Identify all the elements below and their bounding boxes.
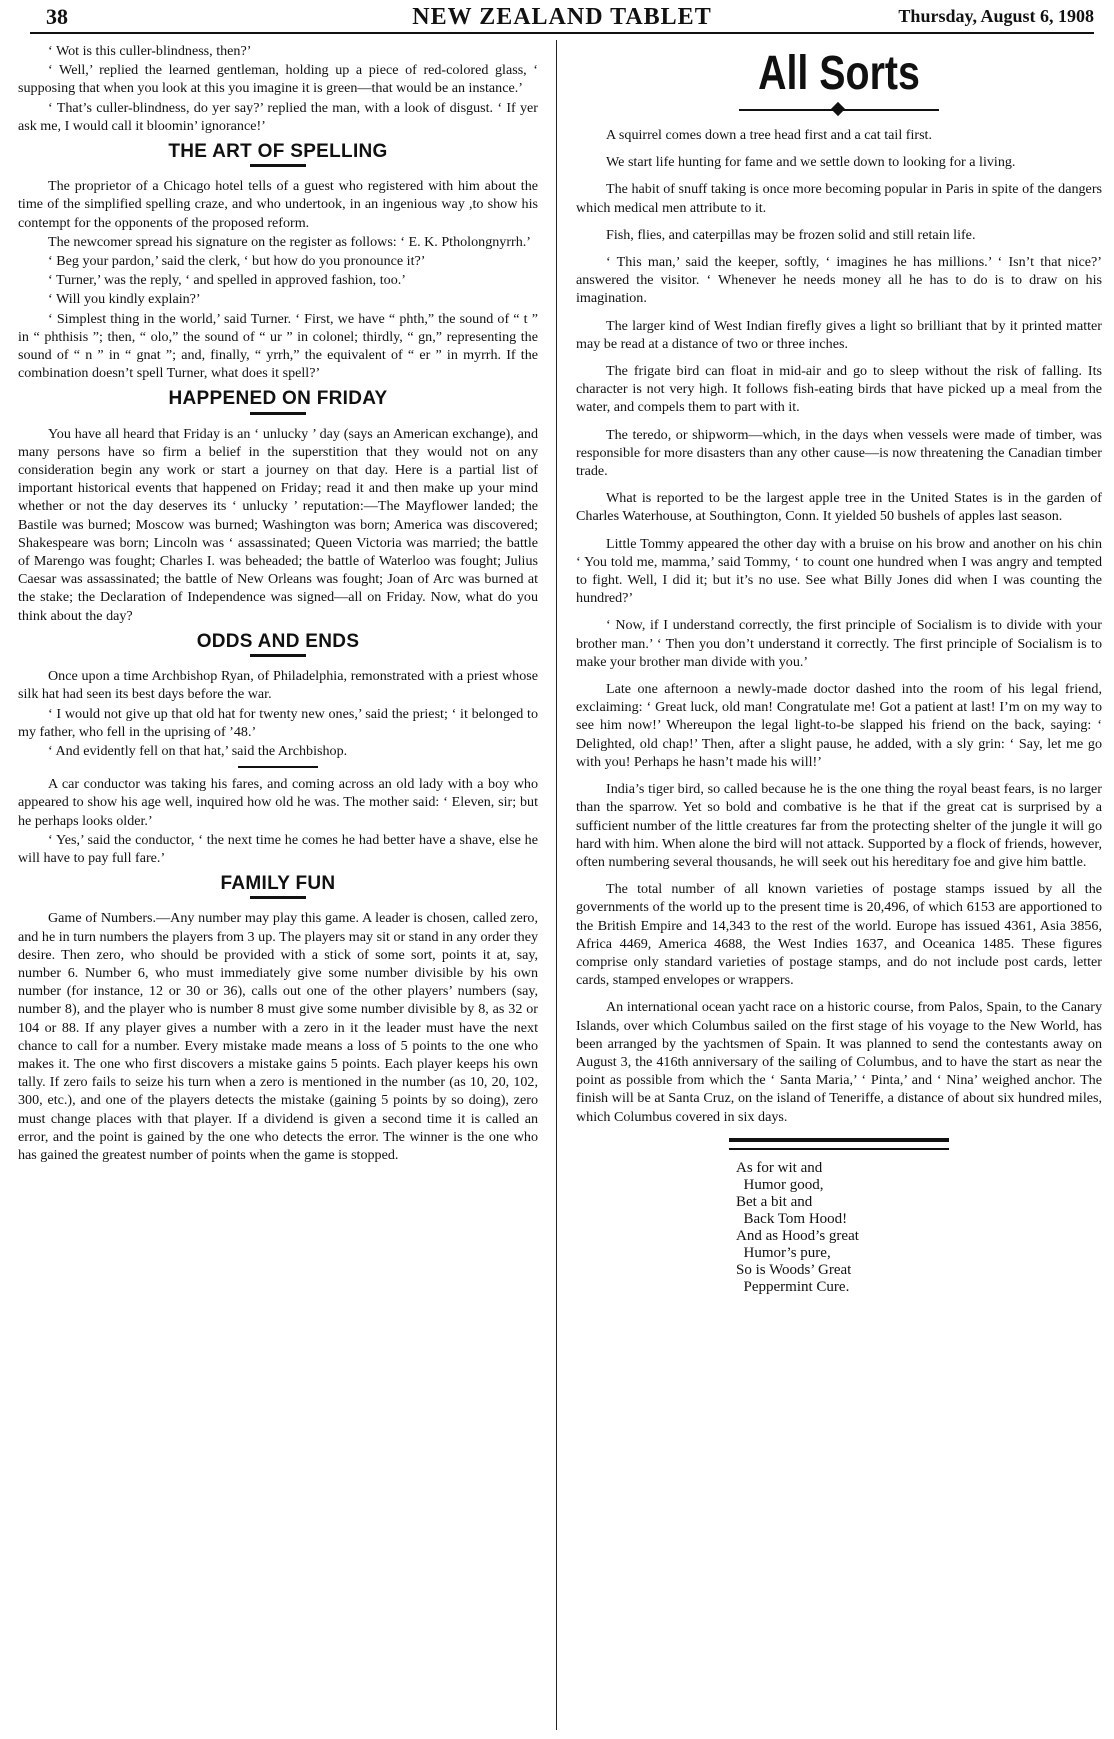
item-paragraph: The larger kind of West Indian firefly gives a light so brilliant that by it printed matter may be read at a distance of two or three inches.	[576, 317, 1102, 352]
section-heading-friday: HAPPENED ON FRIDAY	[168, 388, 388, 410]
article-paragraph: The newcomer spread his signature on the register as follows: ‘ E. K. Ptholongnyrrh.’	[48, 233, 531, 250]
left-column	[18, 42, 538, 1165]
page-header	[30, 4, 1094, 34]
section-heading-spelling: THE ART OF SPELLING	[168, 141, 388, 163]
poem-line: And as Hood’s great	[736, 1227, 859, 1244]
item-paragraph: A squirrel comes down a tree head first and a cat tail first.	[606, 127, 933, 143]
item-paragraph: An international ocean yacht race on a historic course, from Palos, Spain, to the Canary Islands, over which Columbus sailed on the first stage of his voyage to the New World, has been arranged by the yachtsmen of Spain. It was planned to send the contestants away on August 3, the 416th anniversary of the sailing of Columbus, and to have the start as near the point as possible from which the ‘ Santa Maria,’ ‘ Pinta,’ and ‘ Nina’ weighed anchor. The finish will be at Santa Cruz, on the island of Teneriffe, a distance of about six hundred miles, which Columbus covered in six days.	[576, 999, 1102, 1125]
item-paragraph: The frigate bird can float in mid-air and go to sleep without the risk of falling. Its character is not very high. It follows fish-eating birds that have picked up a meal from the water, and compels them to part with it.	[576, 363, 1102, 416]
article-paragraph: ‘ That’s culler-blindness, do yer say?’ replied the man, with a look of disgust. ‘ If yer ask me, I would call it bloomin’ ignorance!’	[18, 99, 538, 134]
item-paragraph: We start life hunting for fame and we settle down to looking for a living.	[606, 154, 1016, 171]
poem-line: Humor good,	[736, 1176, 824, 1193]
diamond-rule	[739, 104, 939, 116]
heading-rule	[250, 654, 306, 657]
article-paragraph: The proprietor of a Chicago hotel tells of a guest who registered with him about the time of the simplified spelling craze, and who undertook, in an ingenious way ,to show his contempt for the opponents of the proposed reform.	[18, 178, 538, 231]
item-paragraph: Fish, flies, and caterpillas may be frozen solid and still retain life.	[606, 226, 976, 243]
section-heading-odds: ODDS AND ENDS	[196, 630, 360, 652]
item-paragraph: The total number of all known varieties of postage stamps issued by all the governments of the world up to the present time is 20,496, of which 6153 are apportioned to the British Empire and 14,343 to the rest of the world. Europe has issued 4361, Asia 3856, Africa 4469, America 4688, the West Indies 1637, and Oceanica 1485. These figures comprise only standard varieties of postage stamps, and do not include post cards, letter cards, stamped envelopes or wrappers.	[576, 881, 1102, 989]
article-paragraph: Game of Numbers.—Any number may play this game. A leader is chosen, called zero, and he in turn numbers the players from 3 up. The players may sit or stand in any order they desire. Then zero, who should be provided with a stick of some sort, points it at, say, number 6. Number 6, who must immediately give some number divisible by his own number (for instance, 12 or 30 or 36), calls out one of the other players’ numbers (say, number 8), and the player who is number 8 must give some number divisible by 8, as 32 or 104 or 88. If any player gives a number with a zero in it the leader must have the next chance to call for a number. Every mistake made means a loss of 5 points to the one who makes it. The one who first discovers a mistake gains 5 points. Each player keeps his own tally. If zero fails to seize his turn when a zero is mentioned in the number (as 10, 20, 102, 300, etc.), and one of the players detects the mistake (gaining 5 points by so doing), zero must change places with that player. If a dividend is given a second time it is called an error, and the point is gained by the one who detects the error. The winner is the one who has gained the greatest number of points when the game is stopped.	[18, 910, 538, 1163]
item-paragraph: Little Tommy appeared the other day with a bruise on his brow and another on his chin ‘ You told me, mamma,’ said Tommy, ‘ to count one hundred when I was angry and tempted to fight. Well, I did it; but it’s no use. See what Billy Jones did when I was counting the hundred?’	[576, 535, 1102, 607]
item-paragraph: India’s tiger bird, so called because he is the one thing the royal beast fears, is no larger than the sparrow. Yet so bold and combative is he that if the great cat is surprised by a sufficient number of the little creatures far from the protecting shelter of the jungle it will go hard with him. When alone the bird will not attack. Supported by a flock of friends, however, often numbering several thousands, he will seek out his hereditary foe and give him battle.	[576, 781, 1102, 870]
item-paragraph: ‘ This man,’ said the keeper, softly, ‘ imagines he has millions.’ ‘ Isn’t that nice?’ answered the visitor. ‘ Whenever he needs money all he has to do is to draw on his imagination.	[576, 254, 1102, 307]
article-paragraph: ‘ I would not give up that old hat for twenty new ones,’ said the priest; ‘ it belonged to my father, who fell in the uprising of ’48.’	[18, 705, 538, 740]
article-paragraph: ‘ And evidently fell on that hat,’ said the Archbishop.	[48, 742, 348, 759]
issue-date: Thursday, August 6, 1908	[898, 6, 1094, 26]
right-column	[576, 42, 1102, 1296]
story-separator	[238, 766, 318, 768]
item-paragraph: What is reported to be the largest apple tree in the United States is in the garden of Charles Waterhouse, at Southington, Conn. It yielded 50 bushels of apples last season.	[576, 490, 1102, 525]
heading-rule	[250, 164, 306, 167]
article-paragraph: ‘ Wot is this culler-blindness, then?’	[48, 43, 252, 59]
article-paragraph: ‘ Well,’ replied the learned gentleman, holding up a piece of red-colored glass, ‘ supposing that when you look at this you imagine it is green—that would be an instance.’	[18, 62, 538, 97]
poem-line: Back Tom Hood!	[736, 1210, 848, 1227]
article-paragraph: A car conductor was taking his fares, and coming across an old lady with a boy who appeared to show his age well, inquired how old he was. The mother said: ‘ Eleven, sir; but he perhaps looks older.’	[18, 776, 538, 829]
article-paragraph: ‘ Yes,’ said the conductor, ‘ the next time he comes he had better have a shave, else he will have to pay full fare.’	[18, 831, 538, 866]
item-paragraph: Late one afternoon a newly-made doctor dashed into the room of his legal friend, exclaiming: ‘ Great luck, old man! Congratulate me! Got a patient at last! I’m on my way to see him now!’ Whereupon the legal light-to-be slapped his friend on the back, saying: ‘ Delighted, old chap!’ Then, after a slight pause, he added, with a sly grin: ‘ Say, let me go with you! Perhaps he hasn’t made his will!’	[576, 681, 1102, 770]
poem-line: Bet a bit and	[736, 1193, 813, 1210]
masthead-title: NEW ZEALAND TABLET	[412, 4, 712, 30]
item-paragraph: The teredo, or shipworm—which, in the days when vessels were made of timber, was responsible for more disasters than any other cause—is now threatening the Canadian timber trade.	[576, 426, 1102, 480]
article-paragraph: You have all heard that Friday is an ‘ unlucky ’ day (says an American exchange), and many persons have so firm a belief in the superstition that they would not on any consideration begin any work or start a journey on that day. Here is a partial list of important historical events that happened on Friday; read it and then make up your mind whether or not the day deserves its ‘ unlucky ’ reputation:—The Mayflower landed; the Bastile was burned; Moscow was burned; Washington was born; America was discovered; Shakespeare was born; Lincoln was ‘ assassinated; Queen Victoria was married; the battle of Marengo was fought; Charles I. was beheaded; the battle of Waterloo was fought; Julius Caesar was assassinated; the battle of New Orleans was fought; Joan of Arc was burned at the stake; the Declaration of Independence was signed—all on Friday. Now, what do you think about the day?	[18, 425, 538, 624]
item-paragraph: ‘ Now, if I understand correctly, the first principle of Socialism is to divide with your brother man.’ ‘ Then you don’t understand it correctly. The first principle of Socialism is to make your brother man divide with you.’	[576, 617, 1102, 670]
double-rule	[729, 1138, 949, 1150]
page-number: 38	[46, 4, 68, 29]
poem-line: Humor’s pure,	[736, 1244, 831, 1261]
article-paragraph: ‘ Turner,’ was the reply, ‘ and spelled in approved fashion, too.’	[48, 272, 406, 289]
article-paragraph: ‘ Simplest thing in the world,’ said Turner. ‘ First, we have “ phth,” the sound of “ t ” in “ phthisis ”; then, “ olo,” the sound of “ ur ” in colonel; thirdly, “ gn,” representing the sound of “ n ” in “ gnat ”; and, finally, “ yrrh,” the equivalent of “ er ” in myrrh. If the combination doesn’t spell Turner, what does it spell?’	[18, 310, 538, 382]
heading-rule	[250, 896, 306, 899]
item-paragraph: The habit of snuff taking is once more becoming popular in Paris in spite of the dangers which medical men attribute to it.	[576, 181, 1102, 216]
column-divider	[556, 40, 557, 1730]
poem-line: Peppermint Cure.	[736, 1278, 850, 1295]
heading-rule	[250, 412, 306, 415]
article-paragraph: ‘ Beg your pardon,’ said the clerk, ‘ but how do you pronounce it?’	[48, 253, 426, 270]
poem-line: So is Woods’ Great	[736, 1261, 852, 1278]
article-paragraph: ‘ Will you kindly explain?’	[48, 291, 201, 308]
article-paragraph: Once upon a time Archbishop Ryan, of Philadelphia, remonstrated with a priest whose silk hat had seen its best days before the war.	[18, 668, 538, 703]
advertisement-poem	[736, 1160, 1102, 1296]
section-heading-family: FAMILY FUN	[220, 873, 336, 895]
all-sorts-heading: All Sorts	[758, 47, 920, 100]
poem-line: As for wit and	[736, 1159, 823, 1176]
